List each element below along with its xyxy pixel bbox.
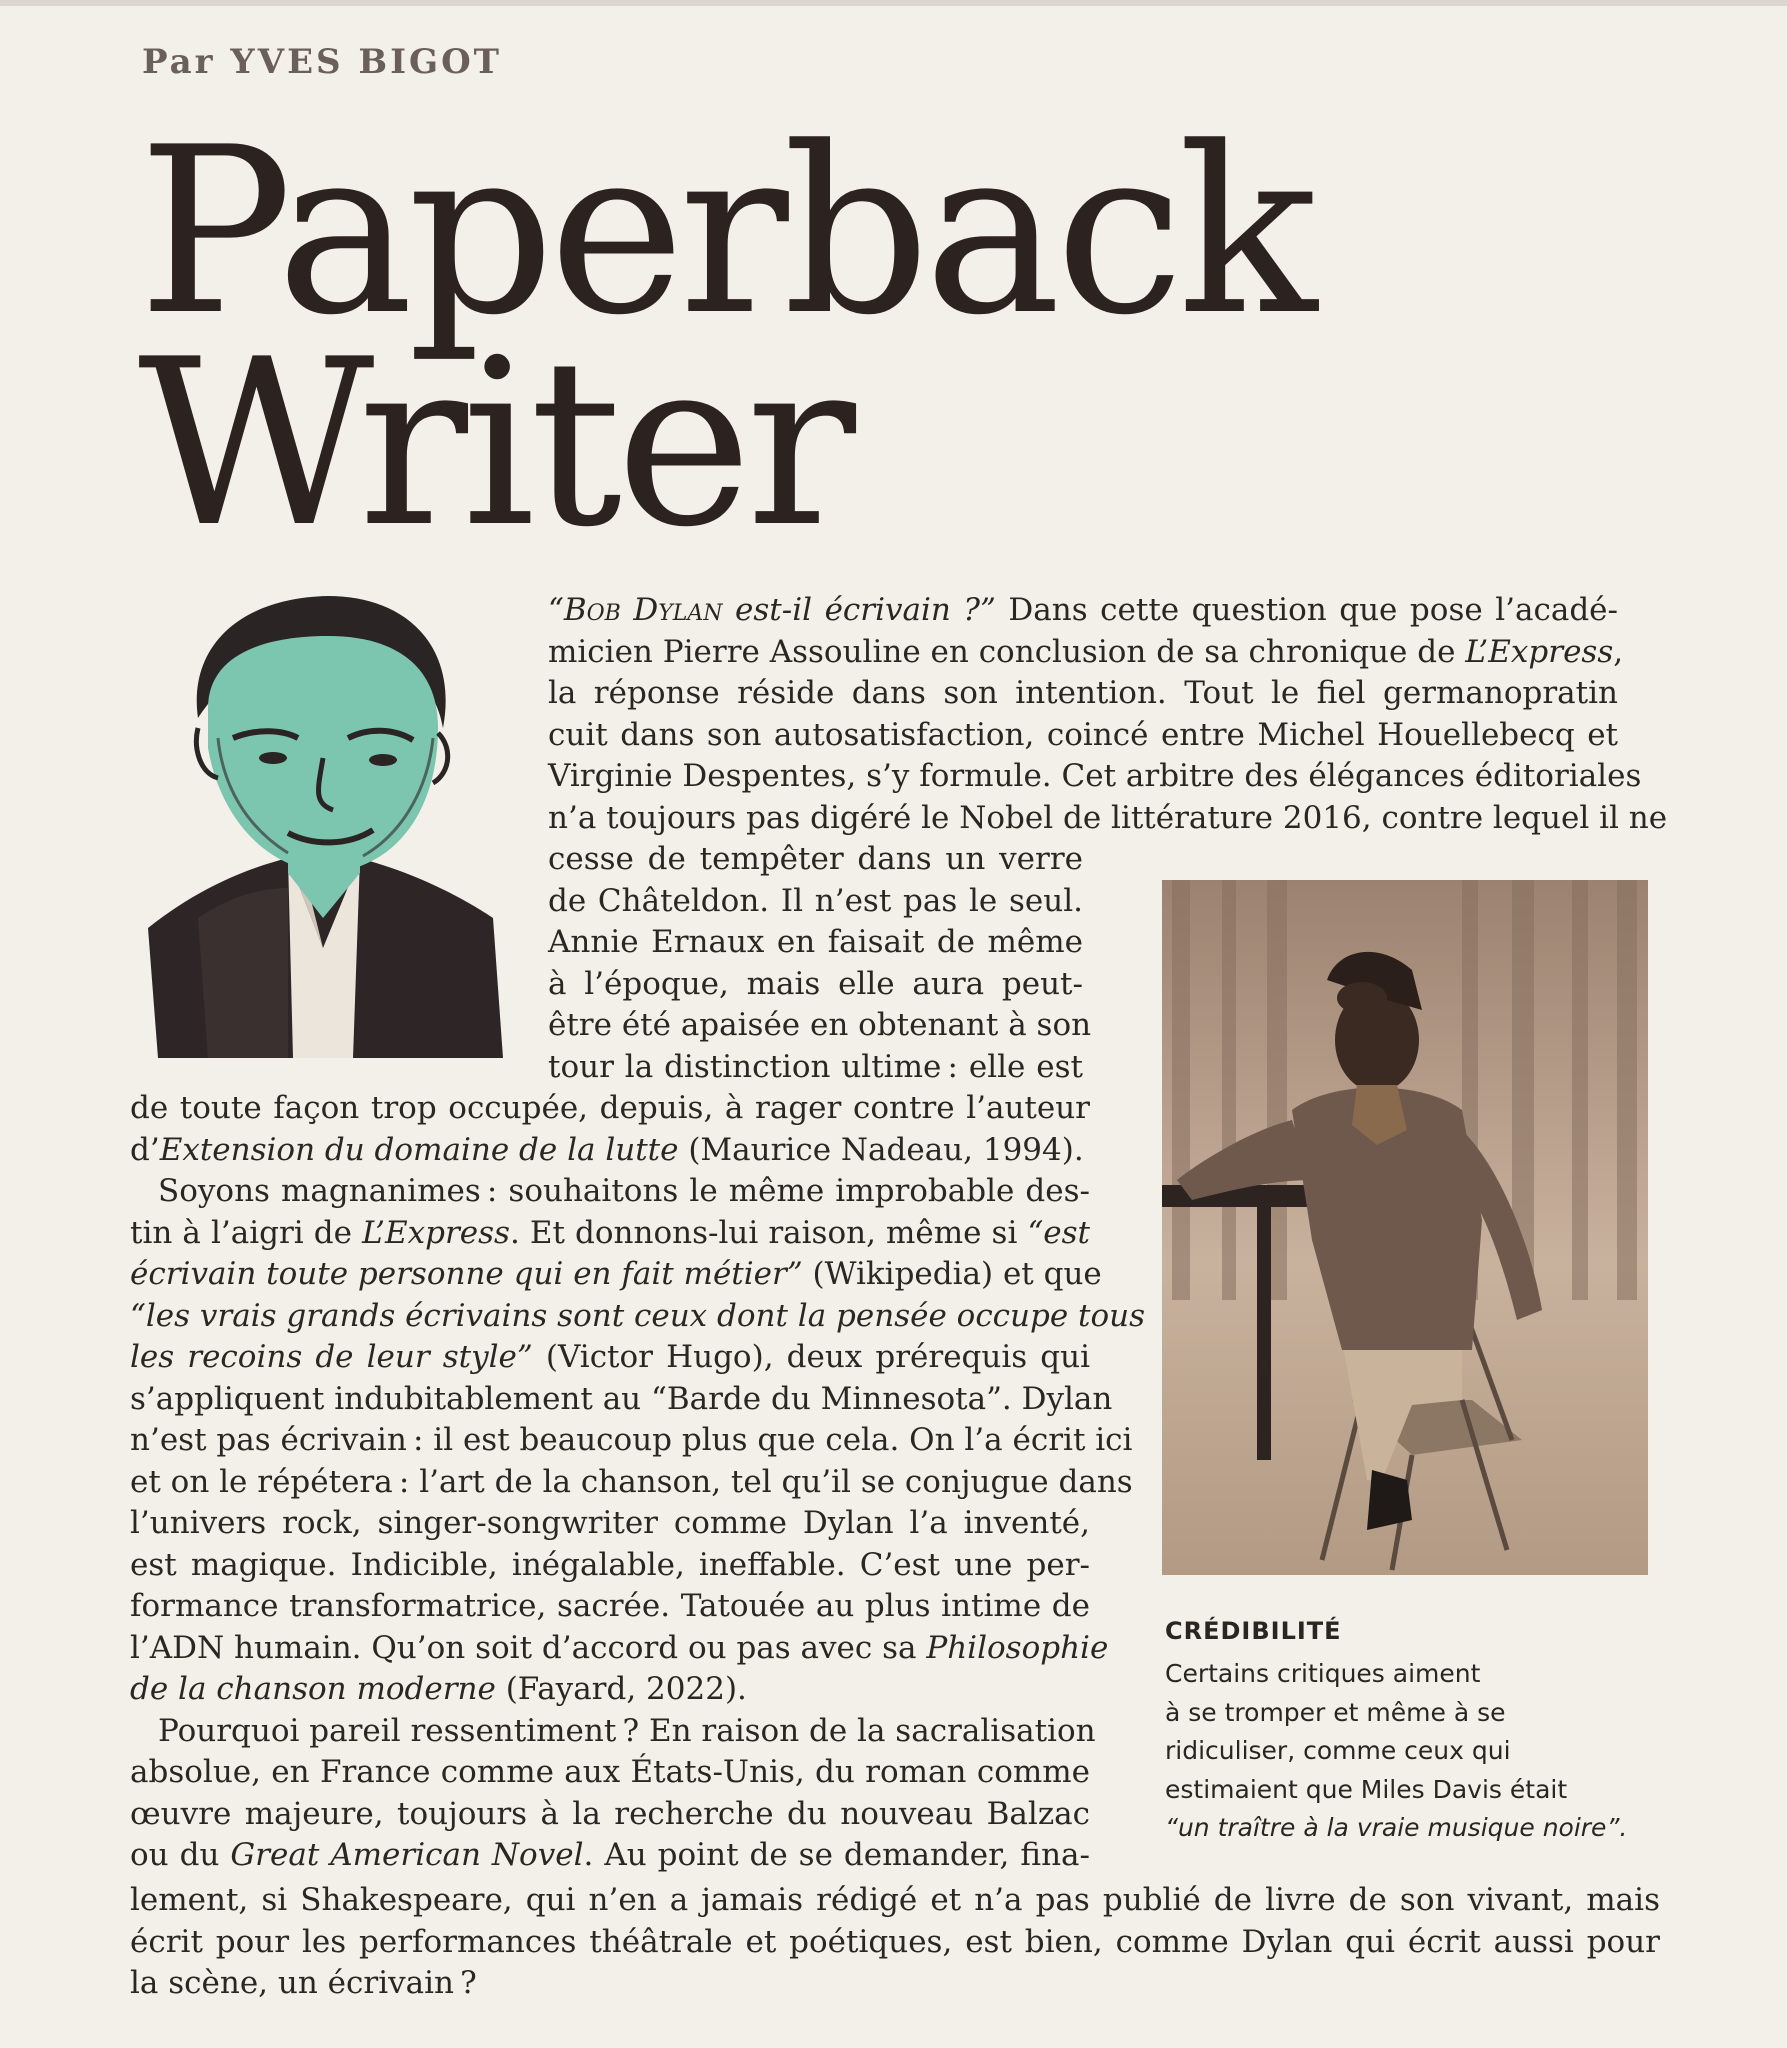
caption-quote (1165, 1809, 1645, 1848)
text-run: Dans cette question que pose l’acadé- (995, 592, 1618, 628)
text-line: Annie Ernaux en faisait de même (548, 924, 1083, 960)
italic-text-run: “les vrais grands écrivains sont ceux dont la pensée occupe tous (130, 1297, 1146, 1334)
text-run: (Victor Hugo), deux prérequis qui (532, 1339, 1090, 1375)
text-run: est magique. Indicible, inégalable, ineffable. C’est une per- (130, 1546, 1090, 1583)
text-run: . Au point de se demander, fina- (583, 1837, 1090, 1873)
text-line (130, 1628, 1109, 1670)
text-line (548, 590, 1618, 632)
caption-quote-text: “un traître à la vraie musique noire”. (1165, 1813, 1628, 1842)
text-run: formance transformatrice, sacrée. Tatouée au plus intime de (130, 1588, 1090, 1624)
text-run: , (1613, 633, 1624, 670)
text-line (548, 756, 1642, 798)
text-run: (Fayard, 2022). (495, 1671, 747, 1707)
text-line: de Châteldon. Il n’est pas le seul. (548, 882, 1083, 919)
miles-davis-photo (1162, 880, 1648, 1575)
page-top-edge (0, 0, 1787, 6)
text-line (130, 1420, 1133, 1462)
text-run: Pourquoi pareil ressentiment ? En raison de la sacralisation (158, 1712, 1096, 1749)
text-run: absolue, en France comme aux États-Unis, du roman comme (130, 1754, 1090, 1790)
article-intro-narrow (548, 839, 1092, 1088)
text-line: à l’époque, mais elle aura peut- (548, 965, 1083, 1002)
photo-illustration (1162, 880, 1648, 1575)
caption-line: Certains critiques aiment (1165, 1659, 1481, 1688)
text-line (130, 1213, 1090, 1255)
text-line (130, 1880, 1660, 1922)
text-line: être été apaisée en obtenant à son (548, 1007, 1092, 1043)
article-intro-wide (548, 590, 1668, 839)
text-line (130, 1711, 1096, 1753)
text-line (548, 673, 1618, 715)
italic-text-run: Philosophie (926, 1629, 1109, 1666)
author-portrait-illustration (138, 588, 503, 1058)
caption-line: ridiculiser, comme ceux qui (1165, 1736, 1511, 1765)
text-run: . Et donnons-lui raison, même si (509, 1214, 1028, 1251)
caption-title: CRÉDIBILITÉ (1165, 1617, 1342, 1645)
text-line (130, 1503, 1090, 1545)
text-run: Virginie Despentes, s’y formule. Cet arbitre des élégances éditoriales (548, 758, 1642, 794)
text-line (130, 1794, 1090, 1836)
text-line (130, 1088, 1090, 1130)
text-run: s’appliquent indubitablement au “Barde du Minnesota”. Dylan (130, 1380, 1113, 1417)
italic-text-run: “ (548, 592, 564, 628)
text-run: micien Pierre Assouline en conclusion de sa chronique de (548, 633, 1466, 670)
text-line (130, 1752, 1090, 1794)
text-run: œuvre majeure, toujours à la recherche du nouveau Balzac (130, 1795, 1090, 1832)
text-run: et on le répétera : l’art de la chanson, tel qu’il se conjugue dans (130, 1463, 1133, 1500)
italic-text-run: les recoins de leur style” (130, 1339, 533, 1375)
italic-text-run: Bob Dylan (563, 592, 723, 628)
text-run: Soyons magnanimes : souhaitons le même improbable des- (158, 1173, 1090, 1209)
italic-text-run: Great American Novel (230, 1837, 584, 1873)
text-run: lement, si Shakespeare, qui n’en a jamais rédigé et n’a pas publié de livre de son vivant, mais (130, 1882, 1660, 1918)
text-line (130, 1669, 1090, 1711)
text-line (130, 1379, 1113, 1421)
caption-line: estimaient que Miles Davis était (1165, 1774, 1568, 1804)
text-run: de toute façon trop occupée, depuis, à rager contre l’auteur (130, 1090, 1090, 1126)
text-line: tour la distinction ultime : elle est (548, 1048, 1083, 1085)
text-line (548, 715, 1618, 757)
text-run: écrit pour les performances théâtrale et poétiques, est bien, comme Dylan qui écrit aussi pour (130, 1923, 1660, 1960)
text-run: n’est pas écrivain : il est beaucoup plus que cela. On l’a écrit ici (130, 1422, 1133, 1458)
italic-text-run: est-il écrivain ?” (722, 592, 996, 628)
text-run: d’ (130, 1131, 160, 1168)
text-line (130, 1963, 1660, 2005)
text-line (130, 1296, 1146, 1338)
italic-text-run: “est (1027, 1214, 1090, 1251)
text-line (130, 1586, 1090, 1628)
text-run: la réponse réside dans son intention. Tout le fiel germanopratin (548, 675, 1618, 711)
text-run: (Maurice Nadeau, 1994). (678, 1131, 1084, 1168)
text-run: l’ADN humain. Qu’on soit d’accord ou pas avec sa (130, 1629, 927, 1666)
text-line (130, 1835, 1090, 1877)
byline: Par YVES BIGOT (142, 42, 502, 82)
italic-text-run: L’Express (1465, 633, 1614, 670)
article-conclusion (130, 1880, 1660, 2005)
text-run: cuit dans son autosatisfaction, coincé entre Michel Houellebecq et (548, 716, 1618, 753)
italic-text-run: de la chanson moderne (130, 1671, 496, 1707)
article-column-left (130, 1088, 1146, 1877)
headline-line-2: Writer (138, 311, 851, 578)
text-line (130, 1462, 1133, 1504)
text-line (130, 1254, 1102, 1296)
caption-line: à se tromper et même à se (1165, 1697, 1506, 1727)
text-line (130, 1337, 1090, 1379)
text-run: (Wikipedia) et que (802, 1256, 1102, 1292)
italic-text-run: écrivain toute personne qui en fait métier” (130, 1256, 803, 1292)
text-run: n’a toujours pas digéré le Nobel de littérature 2016, contre lequel il ne (548, 799, 1668, 836)
text-line (130, 1171, 1090, 1213)
text-line (548, 632, 1624, 674)
text-run: la scène, un écrivain ? (130, 1965, 477, 2001)
text-run: l’univers rock, singer-songwriter comme Dylan l’a inventé, (130, 1505, 1090, 1541)
text-run: tin à l’aigri de (130, 1214, 362, 1251)
italic-text-run: L’Express (362, 1214, 510, 1251)
text-line (130, 1130, 1090, 1172)
text-line: cesse de tempêter dans un verre (548, 841, 1083, 877)
caption-body (1165, 1655, 1645, 1848)
text-line (130, 1545, 1090, 1587)
italic-text-run: Extension du domaine de la lutte (159, 1131, 679, 1168)
headline-line-1: Paperback (138, 99, 1312, 366)
text-run: ou du (130, 1837, 231, 1873)
text-line (548, 798, 1668, 840)
text-line (130, 1922, 1660, 1964)
